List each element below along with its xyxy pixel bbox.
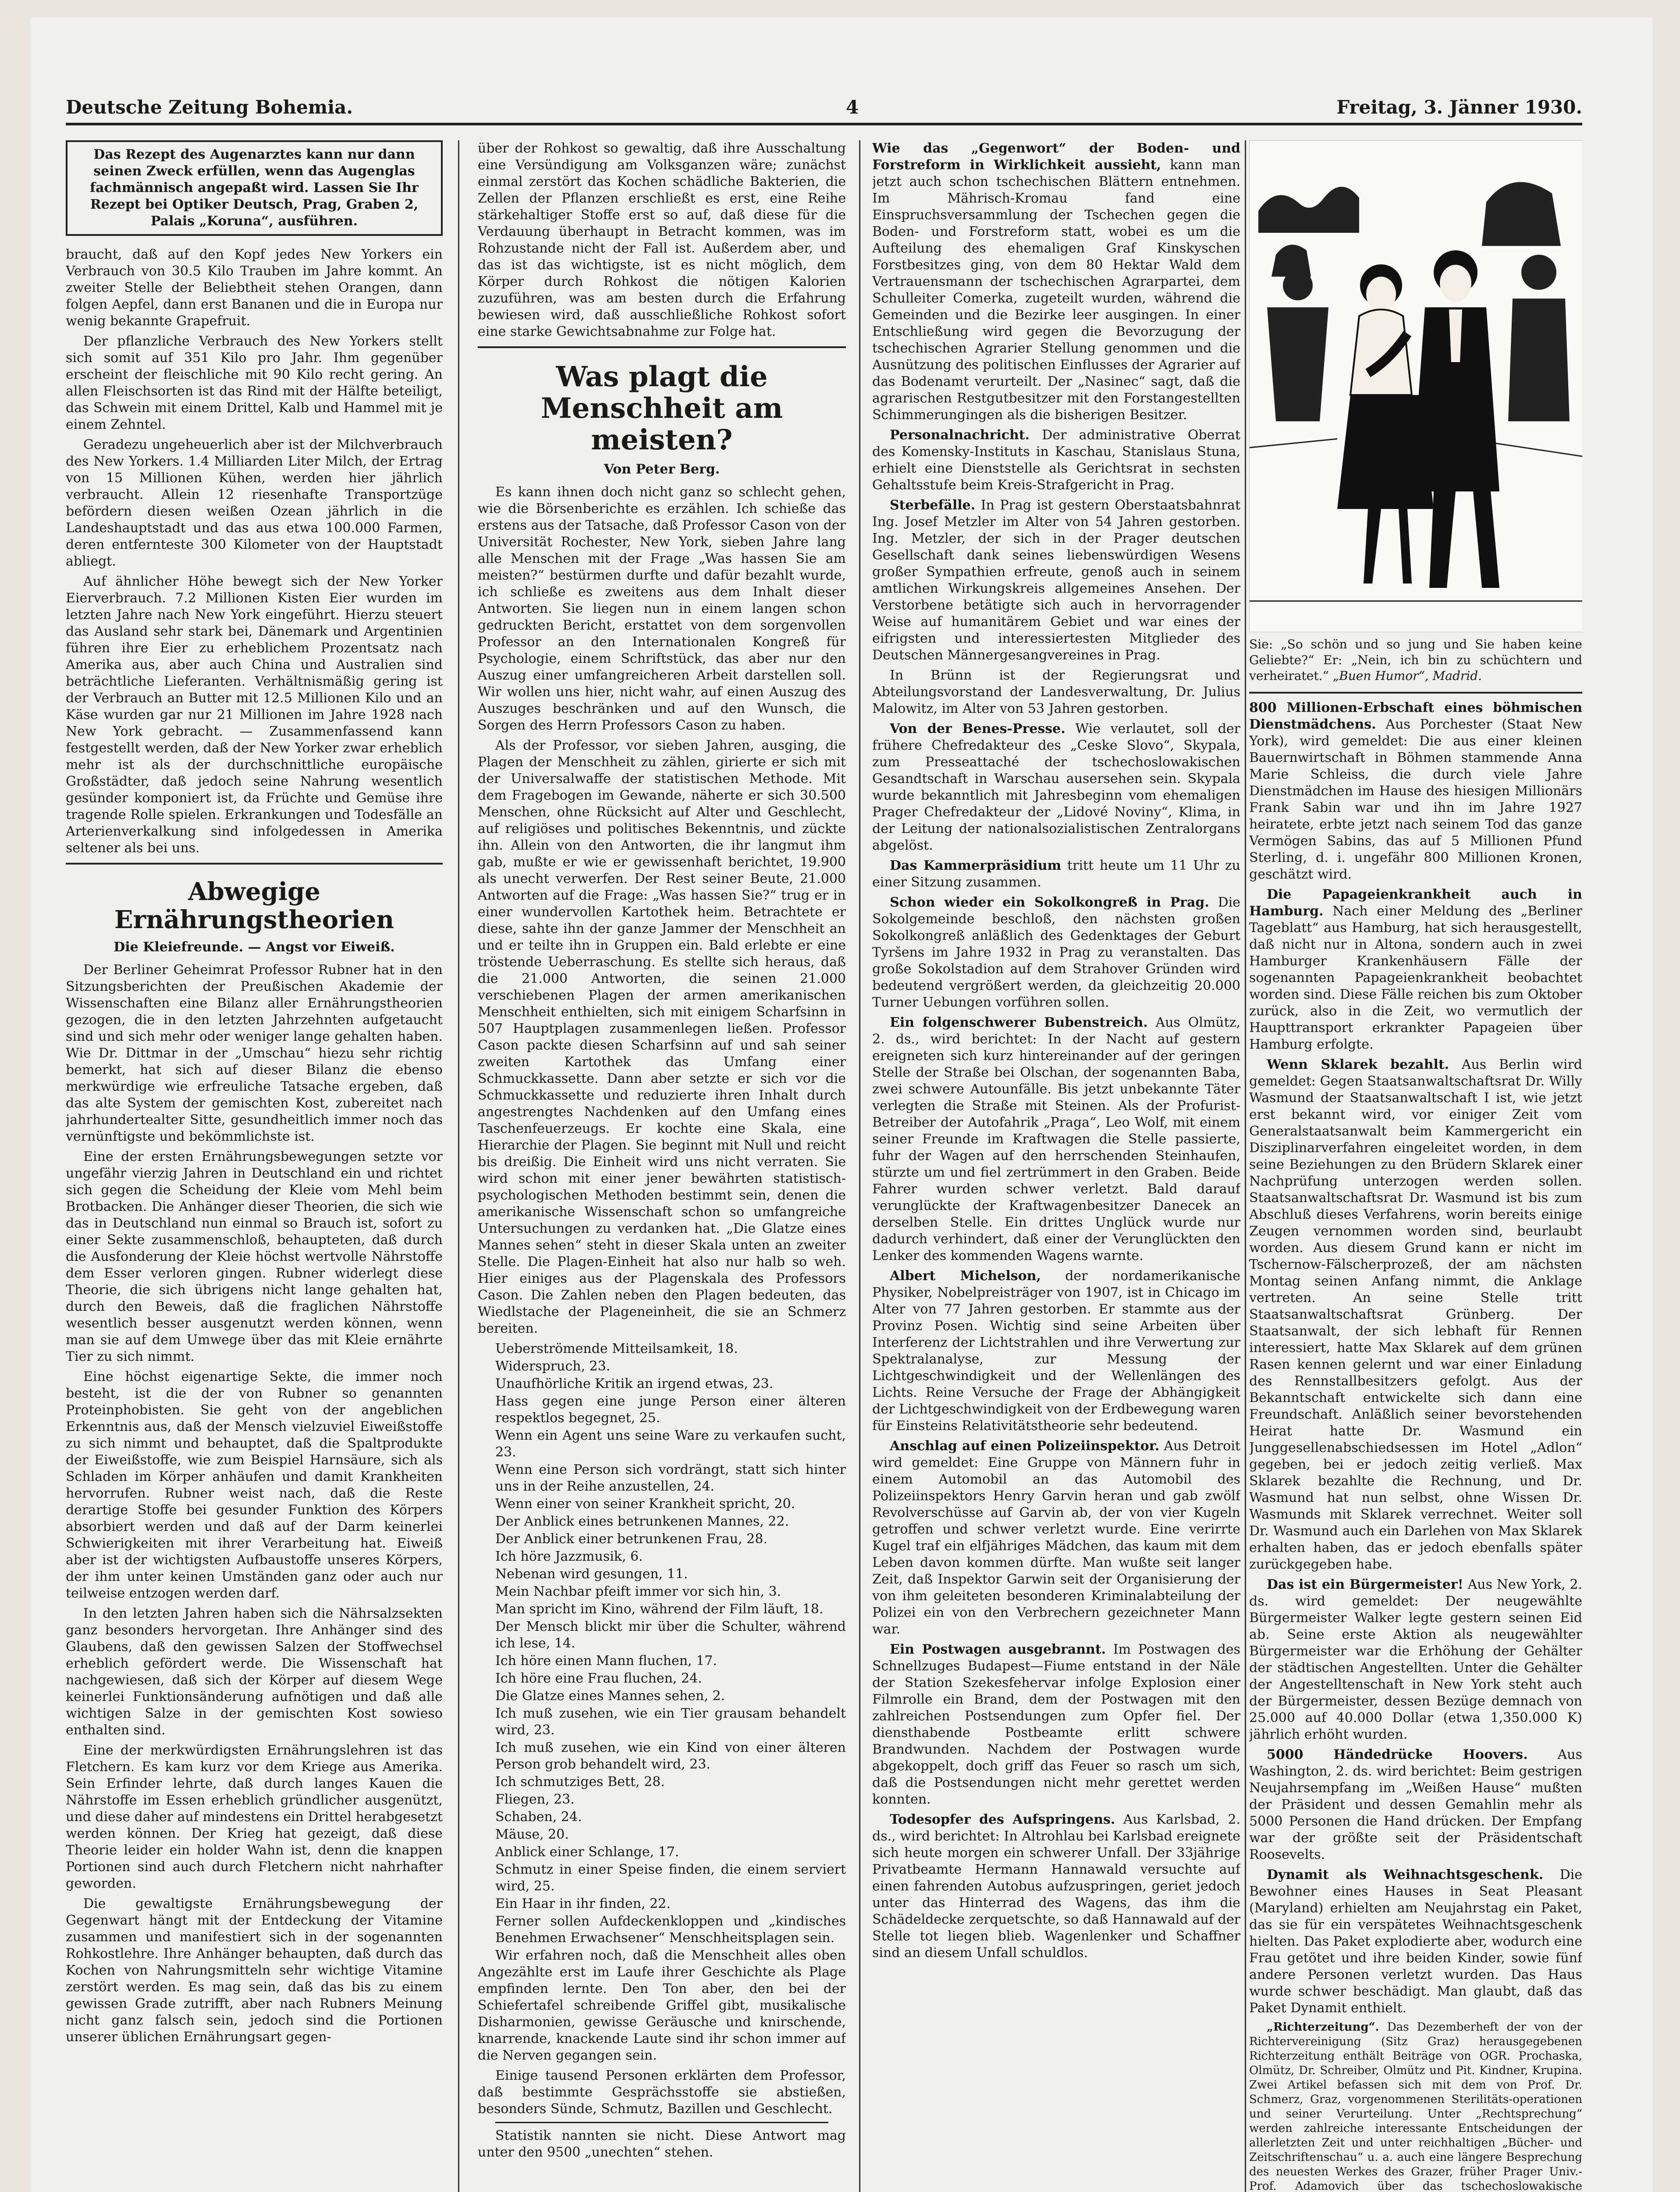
kicker: Das Kammerpräsidium [890,858,1062,873]
plague-list-item: Die Glatze eines Mannes sehen, 2. [495,1688,725,1704]
column-divider [458,140,459,2192]
newspaper-page [31,18,1652,2192]
paragraph: Die Bewohner eines Hauses in Seat Pleasant (Maryland) erhielten am Neujahrstag ein Paket, das sie für ein verspätetes Weihnachtsgeschenk hielten. Das Paket explodierte aber, wodurch eine Frau getötet und ihre beiden Kinder, sowie fünf andere Personen verletzt wurden. Das Haus wurde schwer beschädigt. Man glaubt, daß das Paket Dynamit enthielt. [1249,1867,1582,2016]
caption-source: „Buen Humor“, Madrid. [1332,669,1482,683]
paragraph: Der administrative Oberrat des Komensky-Instituts in Kaschau, Stanislaus Stuna, erhielt eine Dienststelle als Gerichtsrat in sechsten Gehaltsstufe beim Kreis-Strafgericht in Prag. [872,427,1240,493]
kicker: Von der Benes-Presse. [890,721,1066,737]
column-4 [1249,140,1582,2192]
column-3 [872,140,1240,2192]
paragraph: Nach einer Meldung des „Berliner Tageblatt“ aus Hamburg, hat sich herausgestellt, daß nicht nur in Altona, sondern auch in zwei Hamburger Krankenhäusern Fälle der sogenannten Papageienkrankheit beobachtet worden sind. Diese Fälle reichen bis zum Oktober zurück, also in die Zeit, wo vermutlich der Haupttransport erkrankter Papageien über Hamburg erfolgte. [1249,904,1582,1052]
column-1 [66,140,443,2192]
byline: Von Peter Berg. [604,462,720,477]
paragraph: Einige tausend Personen erklärten dem Professor, daß bestimmte Gesprächsstoffe sie abstießen, besonders Sünde, Schmutz, Bazillen und Geschlecht. [478,2068,846,2117]
subheadline: Die Kleiefreunde. — Angst vor Eiweiß. [114,939,395,955]
paragraph: Aus Detroit wird gemeldet: Eine Gruppe von Männern fuhr in einem Automobil an das Automobil des Polizeiinspektors Henry Garvin heran und gab zwölf Revolverschüsse auf Garvin ab, der von vier Kugeln getroffen und schwer verletzt wurde. Eine verirrte Kugel traf ein elfjähriges Mädchen, das kaum mit dem Leben davon kommen dürfte. Man wußte seit langer Zeit, daß Inspektor Garwin seit der Organisierung der von ihm geleiteten besonderen Kriminalabteilung der Polizei ein von den Verbrechern gezeichneter Mann war. [872,1438,1240,1637]
kicker: Dynamit als Weihnachtsgeschenk. [1267,1867,1544,1882]
issue-date: Freitag, 3. Jänner 1930. [1336,96,1582,118]
paragraph: der nordamerikanische Physiker, Nobelpreisträger von 1907, ist in Chicago im Alter von 77 Jahren gestorben. Er stammte aus der Provinz Posen. Wichtig sind seine Arbeiten über Interferenz der Lichtstrahlen und ihre Verwertung zur Spektralanalyse, zur Messung der Lichtgeschwindigkeit und der Wellenlängen des Lichts. Reine Versuche der Frage der Abhängigkeit der Lichtgeschwindigkeit von der Erdbewegung waren für Einsteins Relativitätstheorie sehr bedeutend. [872,1268,1240,1434]
plague-list-item: Mäuse, 20. [495,1827,569,1842]
caption-text: Sie: „So schön und so jung und Sie haben keine Geliebte?“ Er: „Nein, ich bin zu schüchtern und verheiratet.“ [1249,637,1582,683]
plague-list-item: Ich höre eine Frau fluchen, 24. [495,1671,702,1686]
section-rule [495,2122,828,2123]
cartoon-caption [1249,637,1582,684]
column-2 [478,140,846,2192]
headline-ernaehrung: Abwegige Ernährungstheorien [114,877,394,934]
kicker: Das ist ein Bürgermeister! [1267,1577,1463,1592]
paragraph: Aus Berlin wird gemeldet: Gegen Staatsanwaltschaftsrat Dr. Willy Wasmund der Staatsanwaltschaft I ist, wie jetzt erst bekannt wird, vor einiger Zeit vom Generalstaatsanwalt beim Kammergericht ein Disziplinarverfahren eingeleitet worden, in dem seine Beziehungen zu den Brüdern Sklarek einer Nachprüfung unterzogen werden sollen. Staatsanwaltschaftsrat Dr. Wasmund ist bis zum Abschluß dieses Verfahrens, worin bereits einige Zeugen vernommen worden sind, beurlaubt worden. Aus diesem Grund kann er nicht im Tschernow-Fälscherprozeß, der am nächsten Montag seinen Anfang nimmt, die Anklage vertreten. An seine Stelle tritt Staatsanwaltschaftsrat Grünberg. Der Staatsanwalt, der sich lebhaft für Rennen interessiert, hatte Max Sklarek auf dem grünen Rasen kennen gelernt und war einer Einladung des Rennstallbesitzers gefolgt. Aus der Bekanntschaft entwickelte sich dann eine Freundschaft. Anläßlich seiner bevorstehenden Heirat hatte Dr. Wasmund ein Junggesellenabschiedsessen im Hotel „Adlon“ gegeben, bei er jedoch zeitig verließ. Max Sklarek bezahlte die Rechnung, und Dr. Wasmund hat nun selbst, ohne Wissen Dr. Wasmunds mit Sklarek verrechnet. Weiter soll Dr. Wasmund auch ein Darlehen von Max Sklarek erhalten haben, das er jedoch ebenfalls später zurückgegeben habe. [1249,1057,1582,1572]
paragraph: tritt heute um 11 Uhr zu einer Sitzung zusammen. [872,858,1240,890]
plague-list-item: Mein Nachbar pfeift immer vor sich hin, 3. [495,1584,781,1599]
paragraph: Die Sokolgemeinde beschloß, den nächsten großen Sokolkongreß anläßlich des Gedenktages der Geburt Tyršens im Jahre 1932 in Prag zu veranstalten. Das große Sokolstadion auf dem Strahover Gründen wird bedeutend vergrößert werden, da gleichzeitig 20.000 Turner Uebungen vorführen sollen. [872,895,1240,1010]
kicker: Wenn Sklarek bezahlt. [1267,1057,1449,1072]
paragraph: Aus Karlsbad, 2. ds., wird berichtet: In Altrohlau bei Karlsbad ereignete sich heute morgen ein schwerer Unfall. Der 33jährige Privatbeamte Hermann Hannawald versuchte auf einen fahrenden Autobus aufzuspringen, geriet jedoch unter das Hinterrad des Wagens, das ihm die Schädeldecke zerquetschte, so daß Hannawald auf der Stelle tot liegen blieb. Wagenlenker und Schaffner sind an diesem Unfall schuldlos. [872,1812,1240,1961]
paragraph: In den letzten Jahren haben sich die Nährsalzsekten ganz besonders hervorgetan. Ihre Anhänger sind des Glaubens, daß den gewissen Salzen der Stoffwechsel erheblich gefördert werde. Die Wissenschaft hat nachgewiesen, daß sich der Körper auf diesem Wege keinerlei Funktionsänderung aufnötigen und daß alle wichtigen Salze in der gemischten Kost sowieso enthalten sind. [66,1606,443,1738]
paragraph: Auf ähnlicher Höhe bewegt sich der New Yorker Eierverbrauch. 7.2 Millionen Kisten Eier wurden im letzten Jahre nach New York eingeführt. Hierzu steuert das Ausland sehr stark bei, Dänemark und Argentinien führen ihre Eier zu erheblichem Prozentsatz nach Amerika aus, aber auch China und Australien sind beträchtliche Lieferanten. Verhältnismäßig gering ist der Verbrauch an Butter mit 12.5 Millionen Kilo und an Käse wurden gar nur 21 Millionen im Jahre 1928 nach New York gebracht. — Zusammenfassend kann festgestellt werden, daß der New Yorker zwar erheblich mehr ist als der durchschnittliche europäische Großstädter, daß jedoch seine Nahrung wesentlich gesünder komponiert ist, da Früchte und Gemüse ihre tragende Rolle spielen. Erkrankungen und Todesfälle an Arterienverkalkung sind infolgedessen in Amerika seltener als bei uns. [66,574,443,856]
kicker: Anschlag auf einen Polizeiinspektor. [890,1438,1160,1454]
paragraph: Der Berliner Geheimrat Professor Rubner hat in den Sitzungsberichten der Preußischen Akademie der Wissenschaften eine Bilanz aller Ernährungstheorien gezogen, die in den letzten Jahrzehnten aufgetaucht sind und sich mehr oder weniger lange gehalten haben. Wie Dr. Dittmar in der „Umschau“ hiezu sehr richtig bemerkt, hat sich auf dieser Bilanz die ebenso merkwürdige wie erfreuliche Tatsache ergeben, daß das alte System der gemischten Kost, zubereitet nach jahrhundertealter Sitte, gesundheitlich immer noch das vernünftigste und bekömmlichste ist. [66,962,443,1144]
paragraph: kann man jetzt auch schon tschechischen Blättern entnehmen. Im Mährisch-Kromau fand eine Einspruchsversammlung der Tschechen gegen die Boden- und Forstreform statt, wobei es um die Aufteilung des ehemaligen Graf Kinskyschen Forstbesitzes ging, von dem 80 Hektar Wald dem Vertrauensmann der tschechischen Agrarpartei, dem Schulleiter Comerka, zugeteilt wurden, während die Gemeinden und die Bezirke leer ausgingen. In einer Entschließung wird gegen die Bevorzugung der tschechischen Agrarier Stellung genommen und die Ausnützung des politischen Einflusses der Agrarier auf das Bodenamt verurteilt. Der „Nasinec“ sagt, daß die agrarischen Restgutbesitzer mit den Forstangestellten Schimmerungingen als die bisherigen Besitzer. [872,157,1240,423]
kicker: Sterbefälle. [890,498,976,513]
plague-list-item: Ein Haar in ihr finden, 22. [495,1896,671,1911]
section-rule [478,346,846,348]
kicker: Die Papageienkrankheit auch in Hamburg. [1249,887,1582,919]
section-rule [1249,692,1582,694]
kicker: Albert Michelson, [890,1268,1041,1284]
kicker: Ein folgenschwerer Bubenstreich. [890,1015,1148,1030]
plague-list-item: Widerspruch, 23. [495,1359,611,1374]
paragraph: Aus New York, 2. ds. wird gemeldet: Der neugewählte Bürgermeister Walker legte gestern seinen Eid ab. Seine erste Aktion als neugewählter Bürgermeister war die Erhöhung der Gehälter der städtischen Angestellten. Unter die Gehälter der Angestelltenschaft in New York steht auch der Bürgermeister, dessen Bezüge demnach von 25.000 auf 40.000 Dollar (etwa 1,350.000 K) jährlich erhöht wurden. [1249,1577,1582,1742]
paragraph: Eine höchst eigenartige Sekte, die immer noch besteht, ist die der von Rubner so genannten Proteinphobisten. Sie geht von der angeblichen Erkenntnis aus, daß der Mensch vielzuviel Eiweißstoffe zu sich nimmt und behauptet, daß die Spaltprodukte der Eiweißstoffe, wie zum Beispiel Harnsäure, sich als Schladen im Körper anhäufen und damit Krankheiten hervorrufen. Rubner weist nach, daß die Reste derartige Stoffe bei gesunder Funktion des Körpers absorbiert werden und daß auf der Darm keinerlei Schwierigkeiten mit ihrer Verarbeitung hat. Eiweiß aber ist der wichtigsten Aufbaustoffe unseres Körpers, der ihm unter keinen Umständen ganz oder auch nur teilweise entzogen werden darf. [66,1369,443,1601]
kicker: 800 Millionen-Erbschaft eines böhmischen Dienstmädchens. [1249,700,1582,732]
plague-list-item: Ueberströmende Mitteilsamkeit, 18. [495,1341,738,1356]
paragraph: Statistik nannten sie nicht. Diese Antwort mag unter den 9500 „unechten“ stehen. [478,2128,846,2160]
headline-menschheit: Was plagt die Menschheit am meisten? [540,360,783,456]
paragraph: In Prag ist gestern Oberstaatsbahnrat Ing. Josef Metzler im Alter von 54 Jahren gestorben. Ing. Metzler, der sich in der Prager deutschen Gesellschaft dank seines liebenswürdigen Wesens großer Sympathien erfreute, genoß auch in seinem amtlichen Wirkungskreis allgemeines Ansehen. Der Verstorbene betätigte sich auch in hervorragender Weise auf humanitärem Gebiet und war eines der eifrigsten und interessiertesten Mitglieder des Deutschen Männergesangvereines in Prag. [872,498,1240,663]
paragraph: Geradezu ungeheuerlich aber ist der Milchverbrauch des New Yorkers. 1.4 Milliarden Liter Milch, der Ertrag von 15 Millionen Kühen, werden hier jährlich verbraucht. Allein 12 riesenhafte Transportzüge befördern diesen weißen Ozean jährlich in die Landeshauptstadt und das aus etwa 100.000 Farmen, deren entfernteste 300 Kilometer von der Hauptstadt abliegt. [66,437,443,569]
paragraph: über der Rohkost so gewaltig, daß ihre Ausschaltung eine Versündigung am Volksganzen wäre; zunächst einmal zerstört das Kochen schädliche Bakterien, die Zellen der Pflanzen erschließt es erst, eine Reihe stärkehaltiger Stoffe erst so auf, daß diese für die Verdauung überhaupt in Betracht kommen, was im Rohzustande nicht der Fall ist. Außerdem aber, und das ist das wichtigste, ist es nicht möglich, dem Körper durch Rohkost die nötigen Kalorien zuzuführen, was am besten durch die Erfahrung bewiesen wird, daß ausschließliche Rohkost sofort eine starke Gewichtsabnahme zur Folge hat. [478,141,846,339]
kicker: Schon wieder ein Sokolkongreß in Prag. [890,895,1209,910]
paragraph: braucht, daß auf den Kopf jedes New Yorkers ein Verbrauch von 30.5 Kilo Trauben im Jahre kommt. An zweiter Stelle der Beliebtheit stehen Orangen, dann folgen Aepfel, dann erst Bananen und die in Europa nur wenig bekannte Grapefruit. [66,247,443,329]
plague-list-item: Wenn eine Person sich vordrängt, statt sich hinter uns in der Reihe anzustellen, 24. [495,1462,846,1494]
paragraph: Eine der ersten Ernährungsbewegungen setzte vor ungefähr vierzig Jahren in Deutschland ein und richtet sich gegen die Scheidung der Kleie vom Mehl beim Brotbacken. Die Anhänger dieser Theorien, die sich wie das in Deutschland nun einmal so Brauch ist, sofort zu einer Sekte zusammenschloß, behaupteten, daß durch die Ausfonderung der Kleie höchst wertvolle Nährstoffe dem Esser verloren gingen. Rubner widerlegt diese Theorie, die sich übrigens nicht lange gehalten hat, durch den Beweis, daß die fraglichen Nährstoffe wesentlich besser ausgenutzt werden können, wenn man sie auf dem Umwege über das mit Kleie ernährte Tier zu sich nimmt. [66,1149,443,1364]
section-rule [66,863,443,865]
plague-list-item: Unaufhörliche Kritik an irgend etwas, 23. [495,1376,774,1391]
paragraph: Aus Porchester (Staat New York), wird gemeldet: Die aus einer kleinen Bauernwirtschaft in Böhmen stammende Anna Marie Schleiss, die durch viele Jahre Dienstmädchen im Hause des hiesigen Millionärs Frank Sabin war und ihn im Jahre 1927 heiratete, erbte jetzt nach seinem Tod das ganze Vermögen Sabins, das auf 5 Millionen Pfund Sterling, d. i. ungefähr 800 Millionen Kronen, geschätzt wird. [1249,717,1582,882]
cartoon-illustration [1249,140,1582,632]
paragraph: Aus Olmütz, 2. ds., wird berichtet: In der Nacht auf gestern ereigneten sich kurz hintereinander auf der geringen Stelle der Straße bei Olschan, der sogenannten Baba, zwei schwere Autounfälle. Bis jetzt unbekannte Täter verlegten die Straße mit Steinen. Als der Profurist-Betreiber der Autofahrik „Praga“, Leo Wolf, mit einem seiner Freunde im Kraftwagen die Stelle passierte, fuhr der Wagen auf den herrschenden Steinhaufen, stürzte um und fiel zertrümmert in den Graben. Beide Fahrer wurden schwer verletzt. Bald darauf verunglückte der Kraftwagenbesitzer Danecek an derselben Stelle. Ein drittes Unglück wurde nur dadurch verhindert, daß einer der Verunglückten den Lenker des kommenden Wagens warnte. [872,1015,1240,1263]
plague-list-item: Fliegen, 23. [495,1792,575,1807]
kicker: „Richterzeitung“. [1267,2021,1379,2034]
paragraph: Die gewaltigste Ernährungsbewegung der Gegenwart hängt mit der Entdeckung der Vitamine zusammen und manifestiert sich in der sogenannten Rohkostlehre. Ihre Anhänger behaupten, daß durch das Kochen von Nahrungsmitteln sehr wichtige Vitamine zerstört werden. Es mag sein, daß das bis zu einem gewissen Grade zutrifft, aber nach Rubners Meinung nicht ganz falsch sein, jedoch sind die Portionen unserer üblichen Ernährungsart gegen- [66,1896,443,2045]
paragraph: Wir erfahren noch, daß die Menschheit alles oben Angezählte erst im Laufe ihrer Geschichte als Plage empfinden lernte. Den Ton aber, den bei der Schiefertafel schreibende Griffel gibt, musikalische Disharmonien, gewisse Geräusche und knirschende, knarrende, knackende Laute sind ihr schon immer auf die Nerven gegangen sein. [478,1948,846,2063]
kicker: Ein Postwagen ausgebrannt. [890,1642,1106,1657]
plague-list-item: Schmutz in einer Speise finden, die einem serviert wird, 25. [495,1862,846,1894]
paragraph: Aus Washington, 2. ds. wird berichtet: Beim gestrigen Neujahrsempfang im „Weißen Hause“ mußten der Präsident und dessen Gemahlin mehr als 5000 Personen die Hand drücken. Der Empfang war der größte seit der Präsidentschaft Roosevelts. [1249,1747,1582,1862]
plague-list-item: Der Anblick eines betrunkenen Mannes, 22. [495,1514,789,1529]
kicker: Wie das „Gegenwort“ der Boden- und Forstreform in Wirklichkeit aussieht, [872,141,1240,173]
plague-list [478,1341,846,1946]
paragraph: In Brünn ist der Regierungsrat und Abteilungsvorstand der Landesverwaltung, Dr. Julius Malowitz, im Alter von 53 Jahren gestorben. [872,668,1240,716]
dancing-couple-image [1250,141,1582,632]
paragraph: Im Postwagen des Schnellzuges Budapest—Fiume entstand in der Näle der Station Szekesfehervar infolge Explosion einer Filmrolle ein Brand, dem der Postwagen mit den zahlreichen Postsendungen zum Opfer fiel. Der diensthabende Postbeamte erlitt schwere Brandwunden. Nachdem der Postwagen wurde abgekoppelt, doch griff das Feuer so rasch um sich, daß die Postsendungen nicht mehr gerettet werden konnten. [872,1642,1240,1807]
plague-list-item: Wenn einer von seiner Krankheit spricht, 20. [495,1496,796,1512]
plague-list-item: Nebenan wird gesungen, 11. [495,1566,688,1582]
kicker: 5000 Händedrücke Hoovers. [1267,1747,1528,1762]
plague-list-item: Ich muß zusehen, wie ein Kind von einer älteren Person grob behandelt wird, 23. [495,1740,846,1772]
paragraph: Eine der merkwürdigsten Ernährungslehren ist das Fletchern. Es kam kurz vor dem Kriege aus Amerika. Sein Erfinder lehrte, daß durch langes Kauen die Nährstoffe im Essen erheblich gründlicher ausgenützt, und diese daher auf mindestens ein Drittel herabgesetzt werden können. Der Krieg hat gezeigt, daß diese Theorie leider ein holder Wahn ist, denn die knappen Portionen sind auch durch Fletchern nicht nahrhafter geworden. [66,1743,443,1891]
paragraph: Es kann ihnen doch nicht ganz so schlecht gehen, wie die Börsenberichte es erzählen. Ich schieße das erstens aus der Tatsache, daß Professor Cason von der Universität Rochester, New York, sieben Jahre lang alle Menschen mit der Frage „Was hassen Sie am meisten?“ bestürmen durfte und dafür bezahlt wurde, ich schließe es zweitens aus dem Inhalt dieser Antworten. Sie liegen nun in einem langen schon gedruckten Bericht, erstattet von dem sorgenvollen Professor an den Internationalen Kongreß für Psychologie, einem Schriftstück, das aber nur den Auszug einer umfangreicheren Arbeit darstellen soll. Wir wollen uns hier, nicht wahr, auf einen Auszug des Auszuges beschränken und auf den Wunsch, die Sorgen des Herrn Professors Cason zu haben. [478,484,846,733]
kicker: Personalnachricht. [890,427,1030,443]
plague-list-item: Anblick einer Schlange, 17. [495,1844,679,1860]
plague-list-item: Man spricht im Kino, während der Film läuft, 18. [495,1601,824,1617]
column-divider [859,140,860,2192]
page-header [66,88,1582,125]
kicker: Todesopfer des Aufspringens. [890,1812,1115,1827]
plague-list-item: Der Mensch blickt mir über die Schulter, während ich lese, 14. [495,1619,846,1651]
paragraph: Das Dezemberheft der von der Richtervereinigung (Sitz Graz) herausgegebenen Richterzeitung enthält Beiträge von OGR. Prochaska, Olmütz, Dr. Schreiber, Olmütz und Pit. Kindner, Krupina. Zwei Artikel befassen sich mit dem von Prof. Dr. Schmerz, Graz, vorgenommenen Sterilitäts-operationen und seiner Verurteilung. Unter „Rechtsprechung“ werden zahlreiche interessante Entscheidungen der allerletzten Zeit und unter reichhaltigen „Bücher- und Zeitschriftenschau“ u. a. auch eine längere Besprechung des neuesten Werkes des Grazer, früher Prager Univ.-Prof. Adamovich über das tschechoslowakische [1249,2021,1582,2192]
plague-list-item: Wenn ein Agent uns seine Ware zu verkaufen sucht, 23. [495,1428,846,1460]
plague-list-item: Ich höre Jazzmusik, 6. [495,1549,643,1564]
paragraph: Wie verlautet, soll der frühere Chefredakteur des „Ceske Slovo“, Skypala, zum Presseattaché der tschechoslowakischen Gesandtschaft in Warschau ausersehen sein. Skypala wurde bekanntlich mit Jahresbeginn vom ehemaligen Prager Chefredakteur der „Lidové Noviny“, Klima, in der Leitung der nationalsozialistischen Zentralorgans abgelöst. [872,721,1240,853]
column-divider [1245,140,1246,2192]
paragraph: Als der Professor, vor sieben Jahren, ausging, die Plagen der Menschheit zu zählen, girierte er sich mit der Universalwaffe der statistischen Methode. Mit dem Fragebogen im Gewande, näherte er sich 30.500 Menschen, ohne Rücksicht auf Alter und Geschlecht, auf religiöses und politisches Bekenntnis, und zückte ihn. Allein von den Antworten, die ihr langmut ihm gab, mußte er wie er gewissenhaft berichtet, 19.900 als unecht verwerfen. Der Rest seiner Beute, 21.000 Antworten auf die Frage: „Was hassen Sie?“ trug er in einer wundervollen Kartothek heim. Betrachtete er diese, sahte ihn der ganze Jammer der Menschheit an und er teilte ihn in Gruppen ein. Bald erlebte er eine tröstende Ueberraschung. Es stellte sich heraus, daß die 21.000 Antworten, die seinen 21.000 verschiebenen Plagen der armen amerikanischen Menschheit enthielten, sich mit einigem Scharfsinn in 507 Hauptplagen zusammenlegen ließen. Professor Cason packte diesen Scharfsinn auf und sah seiner zweiten Kartothek das Umfang einer Schmuckkassette. Dann aber setzte er sich vor die Schmuckkassette und reduzierte ihren Inhalt durch angestrengtes Nachdenken auf den Umfang eines Taschenfeuerzeugs. Er kochte eine Skala, eine Hierarchie der Plagen. Sie beginnt mit Null und reicht bis dreißig. Die Einheit wird uns nicht verraten. Sie wird schon mit einer jener bewährten statistisch-psychologischen Methoden bestimmt sein, denen die amerikanische Wissenschaft schon so umfangreiche Untersuchungen zu verdanken hat. „Die Glatze eines Mannes sehen“ steht in dieser Skala unten an zweiter Stelle. Die Plagen-Einheit hat also nur halb so weh. Hier einiges aus der Plagenskala des Professors Cason. Die Zahlen neben den Plagen bedeuten, das Wiedlstache der Plageneinheit, die sie an Schmerz bereiten. [478,738,846,1336]
paragraph: Der pflanzliche Verbrauch des New Yorkers stellt sich somit auf 351 Kilo pro Jahr. Ihm gegenüber erscheint der fleischliche mit 90 Kilo recht gering. An allen Fleischsorten ist das Rind mit der Hälfte beteiligt, das Schwein mit einem Drittel, Kalb und Hammel mit je einem Zehntel. [66,334,443,432]
plague-list-item: Ich muß zusehen, wie ein Tier grausam behandelt wird, 23. [495,1706,846,1738]
plague-list-item: Der Anblick einer betrunkenen Frau, 28. [495,1531,767,1547]
optician-ad: Das Rezept des Augenarztes kann nur dann seinen Zweck erfüllen, wenn das Augenglas fachmännisch angepaßt wird. Lassen Sie Ihr Rezept bei Optiker Deutsch, Prag, Graben 2, Palais „Koruna“, ausführen. [66,140,443,236]
page-number: 4 [846,96,859,118]
newspaper-title: Deutsche Zeitung Bohemia. [66,96,353,118]
plague-list-item: Schaben, 24. [495,1809,582,1825]
plague-list-item: Ich höre einen Mann fluchen, 17. [495,1653,717,1669]
plague-list-item: Ferner sollen Aufdeckenkloppen und „kindisches Benehmen Erwachsener“ Menschheitsplagen sein. [495,1914,846,1946]
plague-list-item: Ich schmutziges Bett, 28. [495,1774,665,1790]
plague-list-item: Hass gegen eine junge Person einer älteren respektlos begegnet, 25. [495,1394,846,1426]
